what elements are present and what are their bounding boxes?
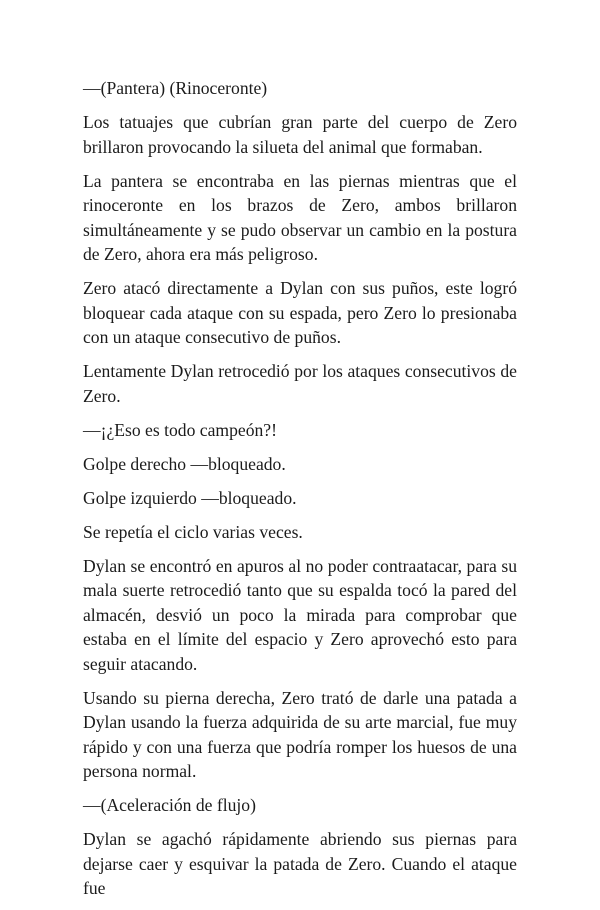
paragraph: Dylan se encontró en apuros al no poder contraatacar, para su mala suerte retrocedió tanto que su espalda tocó la pared del almacén, desvió un poco la mirada para comprobar que estaba en el límite del espacio y Zero aprovechó esto para seguir atacando. (83, 555, 517, 674)
paragraph: Zero atacó directamente a Dylan con sus puños, este logró bloquear cada ataque con su espada, pero Zero lo presionaba con un ataque consecutivo de puños. (83, 278, 517, 347)
paragraph: Usando su pierna derecha, Zero trató de darle una patada a Dylan usando la fuerza adquirida de su arte marcial, fue muy rápido y con una fuerza que podría romper los huesos de una persona normal. (83, 687, 517, 781)
book-page-text (83, 76, 517, 910)
paragraph: Los tatuajes que cubrían gran parte del cuerpo de Zero brillaron provocando la silueta del animal que formaban. (83, 112, 517, 157)
dialogue-line: —(Aceleración de flujo) (83, 795, 256, 815)
dialogue-line: —(Pantera) (Rinoceronte) (83, 78, 268, 98)
paragraph: Dylan se agachó rápidamente abriendo sus piernas para dejarse caer y esquivar la patada de Zero. Cuando el ataque fue (83, 829, 517, 898)
paragraph: Golpe derecho —bloqueado. (83, 453, 286, 474)
paragraph: La pantera se encontraba en las piernas mientras que el rinoceronte en los brazos de Zero, ambos brillaron simultáneamente y se pudo observar un cambio en la postura de Zero, ahora era más peligroso. (83, 170, 517, 264)
paragraph: Golpe izquierdo —bloqueado. (83, 487, 297, 508)
paragraph: Se repetía el ciclo varias veces. (83, 521, 303, 542)
paragraph: Lentamente Dylan retrocedió por los ataques consecutivos de Zero. (83, 361, 517, 406)
dialogue-line: —¡¿Eso es todo campeón?! (83, 419, 277, 440)
